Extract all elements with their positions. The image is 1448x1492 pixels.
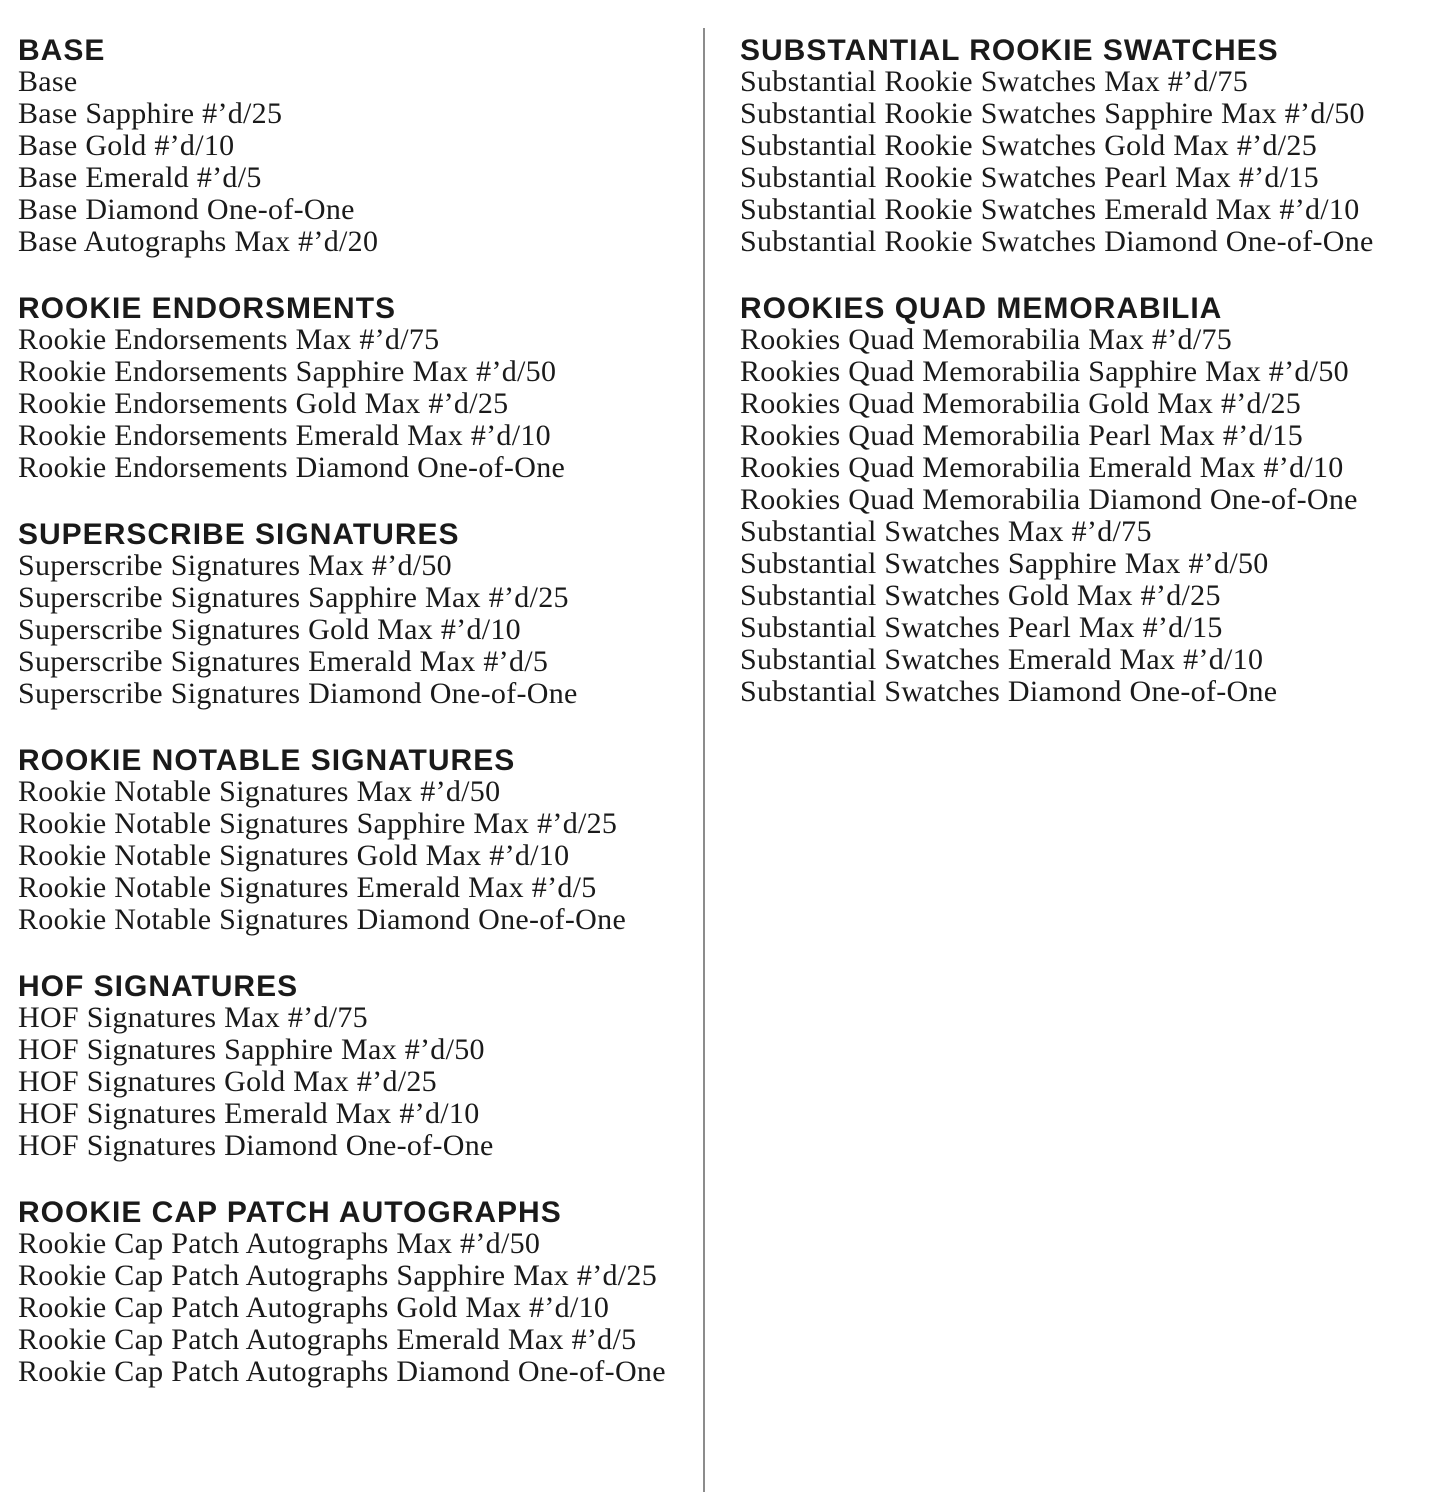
list-item: Rookie Cap Patch Autographs Gold Max #’d/10 (18, 1291, 610, 1324)
section-rookie-cap-patch-autographs (18, 1196, 690, 1388)
section-title: ROOKIES QUAD MEMORABILIA (740, 292, 1223, 325)
list-item: Base Autographs Max #’d/20 (18, 225, 379, 258)
list-item: Base Diamond One-of-One (18, 193, 355, 226)
list-item: Rookies Quad Memorabilia Gold Max #’d/25 (740, 387, 1302, 420)
item-list (18, 66, 690, 258)
list-item: Rookies Quad Memorabilia Sapphire Max #’d/50 (740, 355, 1349, 388)
list-item: Base Sapphire #’d/25 (18, 97, 283, 130)
list-item: HOF Signatures Diamond One-of-One (18, 1129, 494, 1162)
list-item: Substantial Rookie Swatches Sapphire Max #’d/50 (740, 97, 1365, 130)
item-list (18, 550, 690, 710)
list-item: HOF Signatures Gold Max #’d/25 (18, 1065, 437, 1098)
list-item: Rookie Cap Patch Autographs Diamond One-of-One (18, 1355, 666, 1388)
section-base (18, 34, 690, 258)
list-item: Substantial Rookie Swatches Gold Max #’d/25 (740, 129, 1318, 162)
list-item: Rookie Endorsements Emerald Max #’d/10 (18, 419, 551, 452)
list-item: Rookie Notable Signatures Max #’d/50 (18, 775, 501, 808)
list-item: Rookie Notable Signatures Emerald Max #’d/5 (18, 871, 597, 904)
item-list (18, 1002, 690, 1162)
item-list (18, 1228, 690, 1388)
list-item: Rookie Notable Signatures Sapphire Max #’d/25 (18, 807, 618, 840)
section-title: BASE (18, 34, 106, 67)
list-item: Base (18, 65, 78, 98)
section-title: ROOKIE ENDORSMENTS (18, 292, 397, 325)
list-item: Superscribe Signatures Sapphire Max #’d/25 (18, 581, 569, 614)
list-item: Substantial Swatches Diamond One-of-One (740, 675, 1278, 708)
list-item: Substantial Swatches Emerald Max #’d/10 (740, 643, 1264, 676)
item-list (18, 324, 690, 484)
section-title: SUBSTANTIAL ROOKIE SWATCHES (740, 34, 1279, 67)
list-item: Rookies Quad Memorabilia Pearl Max #’d/15 (740, 419, 1304, 452)
list-item: Substantial Rookie Swatches Pearl Max #’d/15 (740, 161, 1319, 194)
list-item: HOF Signatures Sapphire Max #’d/50 (18, 1033, 485, 1066)
section-rookie-endorsments (18, 292, 690, 484)
list-item: HOF Signatures Emerald Max #’d/10 (18, 1097, 480, 1130)
list-item: Superscribe Signatures Diamond One-of-One (18, 677, 578, 710)
section-title: HOF SIGNATURES (18, 970, 299, 1003)
list-item: Substantial Swatches Max #’d/75 (740, 515, 1152, 548)
right-column (740, 34, 1440, 742)
list-item: Rookie Endorsements Diamond One-of-One (18, 451, 566, 484)
list-item: Rookies Quad Memorabilia Max #’d/75 (740, 323, 1233, 356)
list-item: Rookie Endorsements Gold Max #’d/25 (18, 387, 509, 420)
list-item: Rookie Endorsements Sapphire Max #’d/50 (18, 355, 557, 388)
section-superscribe-signatures (18, 518, 690, 710)
left-column (18, 34, 690, 1422)
list-item: Base Emerald #’d/5 (18, 161, 262, 194)
list-item: Rookie Notable Signatures Diamond One-of-One (18, 903, 627, 936)
item-list (740, 66, 1440, 258)
list-item: Superscribe Signatures Max #’d/50 (18, 549, 452, 582)
list-item: Rookie Cap Patch Autographs Max #’d/50 (18, 1227, 541, 1260)
list-item: Substantial Swatches Pearl Max #’d/15 (740, 611, 1223, 644)
section-rookie-notable-signatures (18, 744, 690, 936)
list-item: Rookie Notable Signatures Gold Max #’d/10 (18, 839, 570, 872)
list-item: Substantial Swatches Sapphire Max #’d/50 (740, 547, 1269, 580)
section-title: ROOKIE CAP PATCH AUTOGRAPHS (18, 1196, 562, 1229)
list-item: Substantial Rookie Swatches Max #’d/75 (740, 65, 1249, 98)
list-item: Rookie Endorsements Max #’d/75 (18, 323, 440, 356)
list-item: Rookie Cap Patch Autographs Emerald Max #’d/5 (18, 1323, 637, 1356)
item-list (740, 324, 1440, 708)
list-item: Rookies Quad Memorabilia Emerald Max #’d/10 (740, 451, 1344, 484)
list-item: Substantial Rookie Swatches Emerald Max #’d/10 (740, 193, 1360, 226)
item-list (18, 776, 690, 936)
list-item: Substantial Swatches Gold Max #’d/25 (740, 579, 1221, 612)
list-item: Rookie Cap Patch Autographs Sapphire Max #’d/25 (18, 1259, 658, 1292)
list-item: Rookies Quad Memorabilia Diamond One-of-One (740, 483, 1358, 516)
section-title: ROOKIE NOTABLE SIGNATURES (18, 744, 516, 777)
section-substantial-rookie-swatches (740, 34, 1440, 258)
column-divider (703, 28, 705, 1492)
list-item: Superscribe Signatures Gold Max #’d/10 (18, 613, 521, 646)
list-item: Substantial Rookie Swatches Diamond One-of-One (740, 225, 1374, 258)
section-rookies-quad-memorabilia (740, 292, 1440, 708)
list-item: Superscribe Signatures Emerald Max #’d/5 (18, 645, 549, 678)
section-title: SUPERSCRIBE SIGNATURES (18, 518, 460, 551)
list-item: HOF Signatures Max #’d/75 (18, 1001, 368, 1034)
section-hof-signatures (18, 970, 690, 1162)
list-item: Base Gold #’d/10 (18, 129, 235, 162)
